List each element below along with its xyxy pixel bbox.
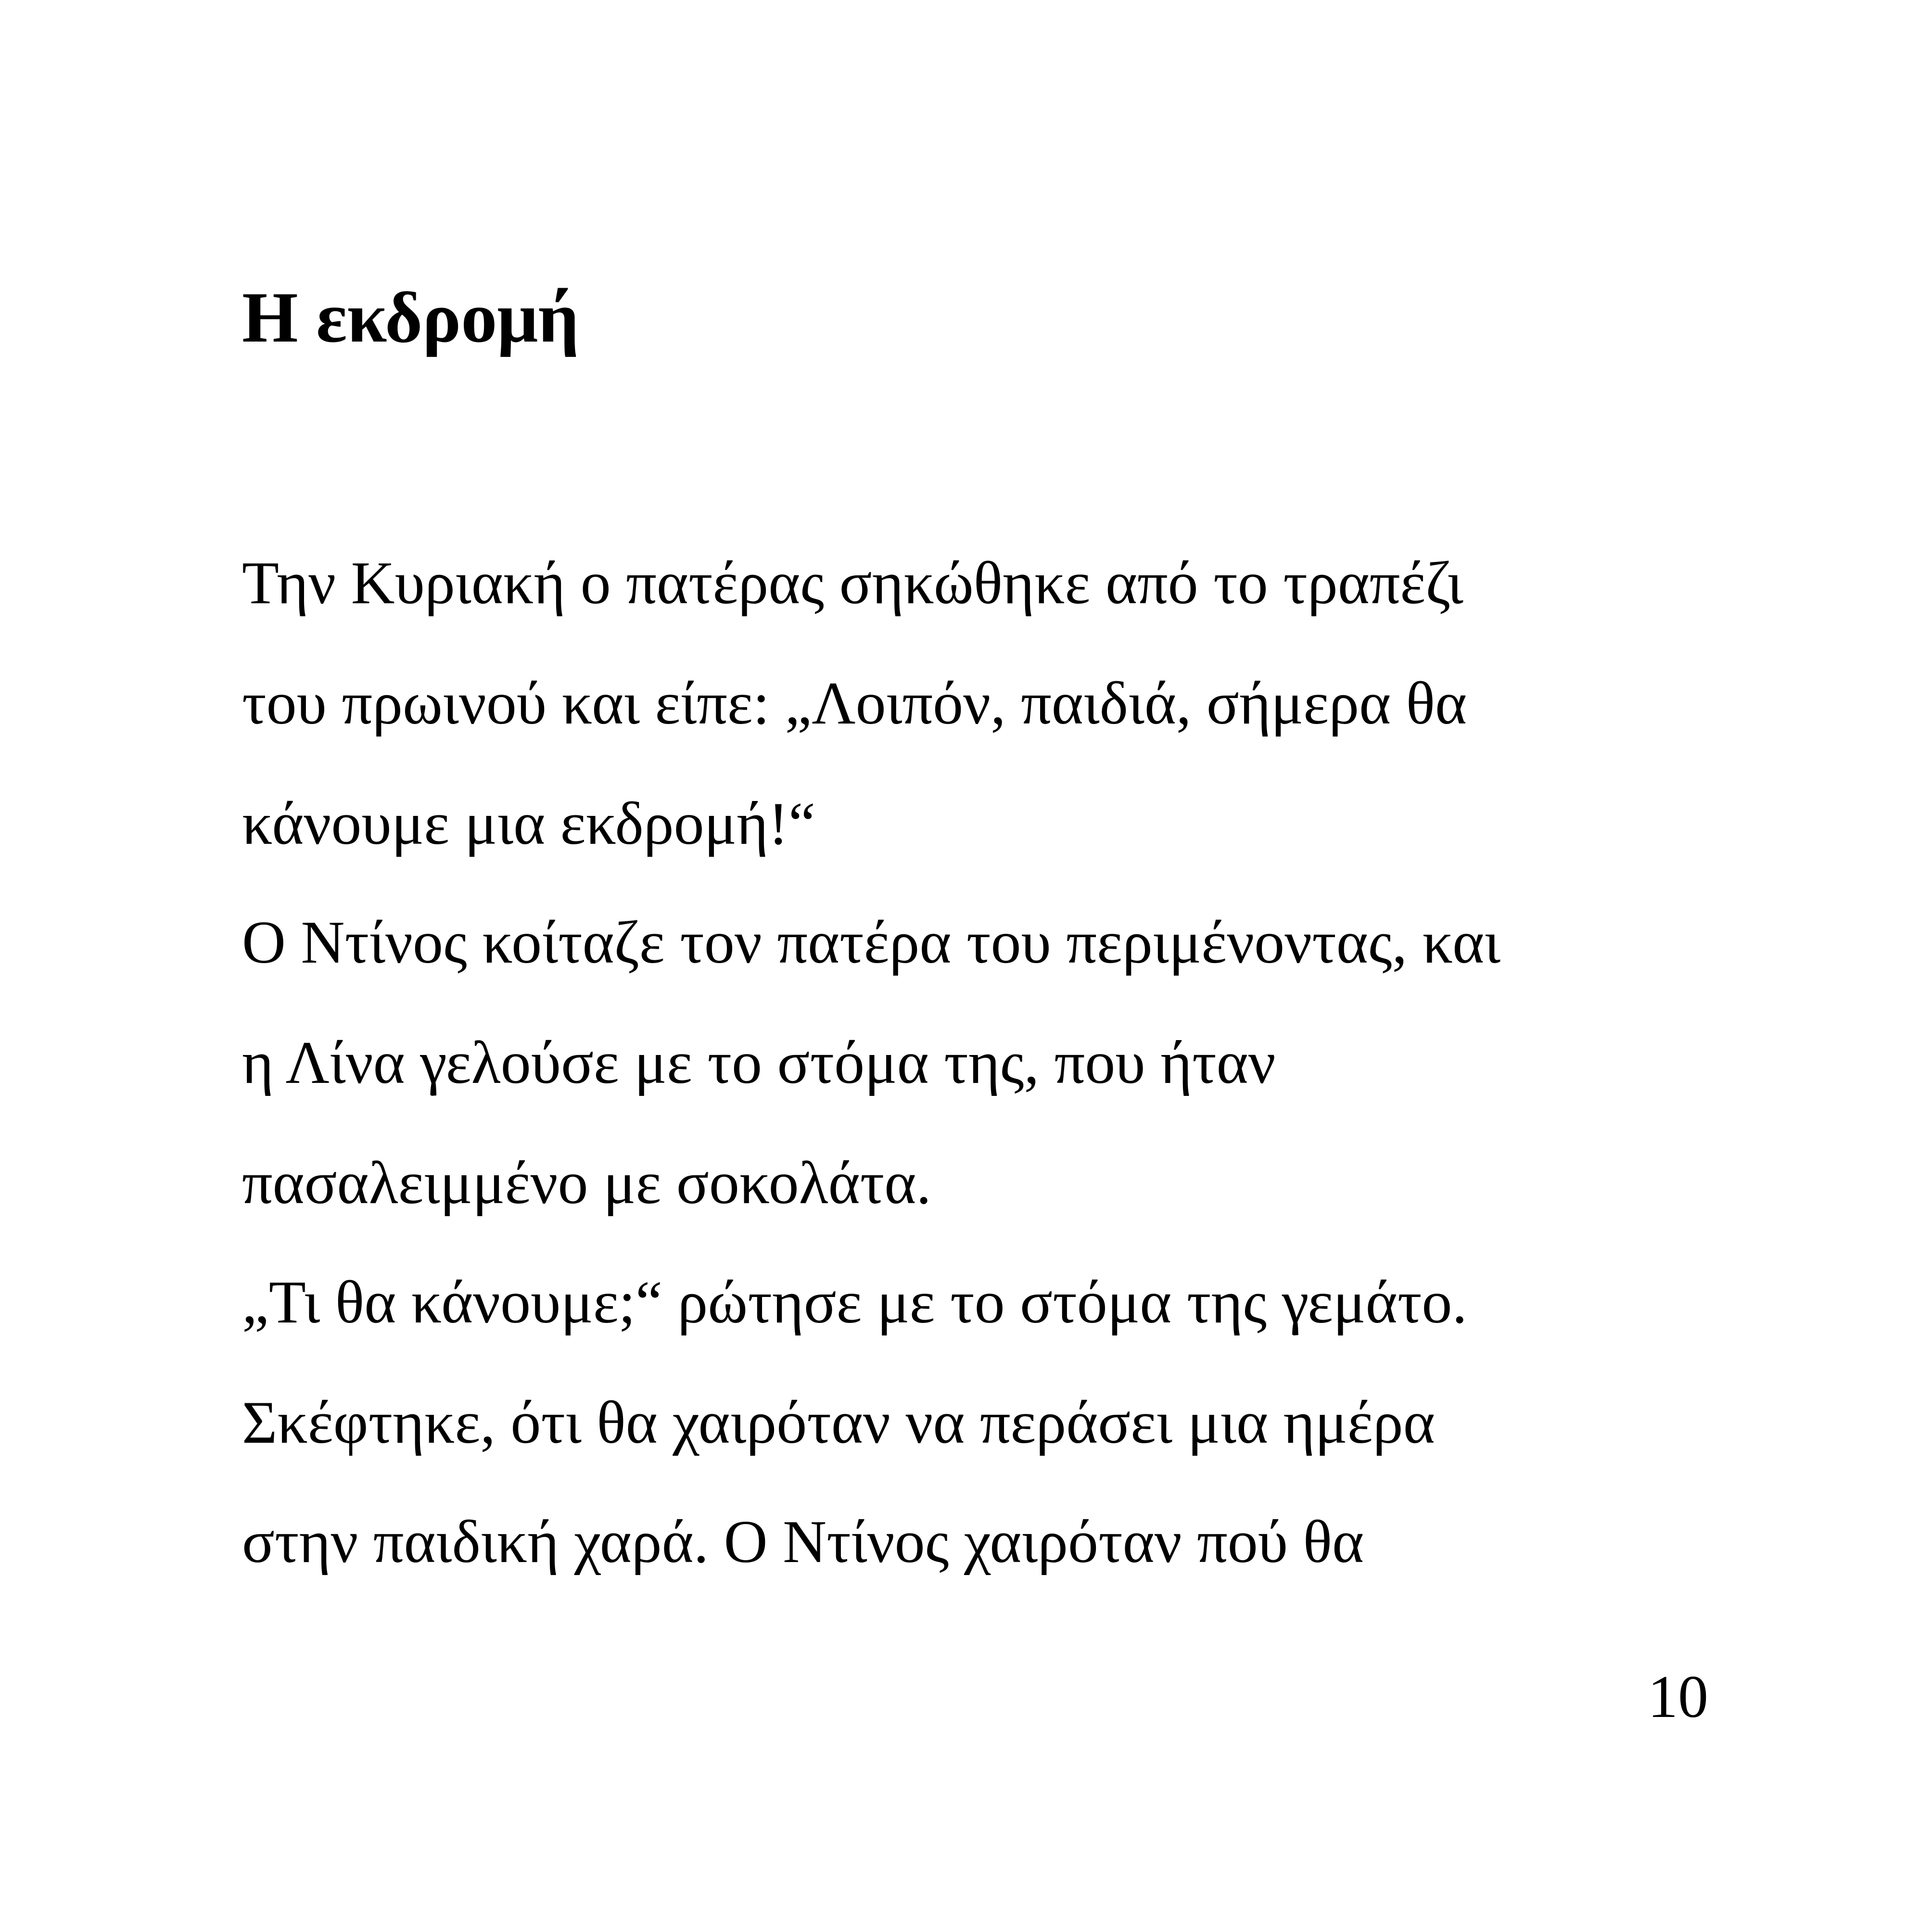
text-line-4: Ο Ντίνος κοίταζε τον πατέρα του περιμένοντας, και xyxy=(242,909,1500,976)
text-line-3: κάνουμε μια εκδρομή!“ xyxy=(242,790,815,857)
text-line-9: στην παιδική χαρά. Ο Ντίνος χαιρόταν πού θα xyxy=(242,1509,1364,1576)
page-number: 10 xyxy=(1648,1664,1708,1730)
text-line-7: „Τι θα κάνουμε;“ ρώτησε με το στόμα της γεμάτο. xyxy=(242,1269,1467,1336)
text-line-5: η Λίνα γελούσε με το στόμα της, που ήταν xyxy=(242,1030,1276,1096)
chapter-title: Η εκδρομή xyxy=(242,278,579,357)
text-line-6: πασαλειμμένο με σοκολάτα. xyxy=(242,1150,931,1217)
text-line-8: Σκέφτηκε, ότι θα χαιρόταν να περάσει μια ημέρα xyxy=(242,1389,1435,1456)
text-line-2: του πρωινού και είπε: „Λοιπόν, παιδιά, σήμερα θα xyxy=(242,670,1467,737)
text-line-1: Την Κυριακή ο πατέρας σηκώθηκε από το τραπέζι xyxy=(242,550,1463,617)
